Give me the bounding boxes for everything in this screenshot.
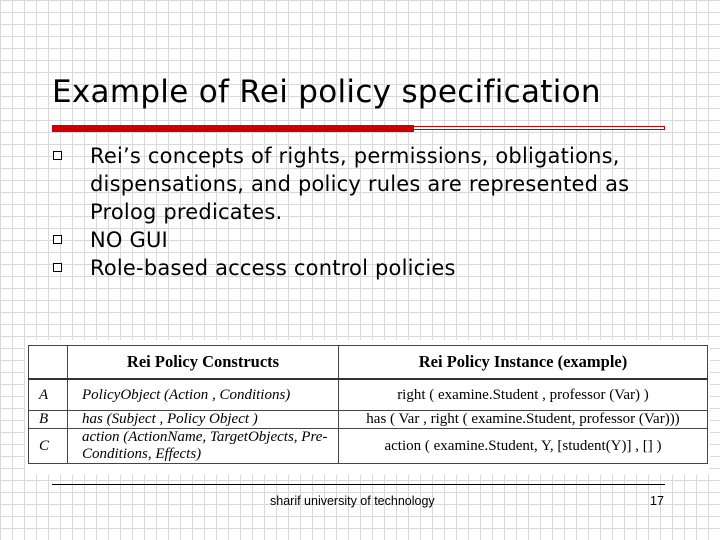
row-construct: has (Subject , Policy Object ) (68, 411, 339, 429)
table-row (29, 429, 708, 464)
title-rule-thick (52, 125, 414, 132)
table-header-constructs: Rei Policy Constructs (68, 346, 339, 380)
bullet-item (50, 226, 670, 254)
page-number: 17 (650, 494, 664, 508)
bullet-item (50, 142, 670, 226)
bullet-text: Rei’s concepts of rights, permissions, obligations, dispensations, and policy rules are represented as Prolog predicates. (90, 144, 630, 224)
table-header-key (29, 346, 68, 380)
row-key: B (29, 411, 68, 429)
footer-rule (52, 484, 665, 485)
square-bullet-icon (53, 151, 62, 160)
row-instance: action ( examine.Student, Y, [student(Y)] , [] ) (339, 429, 708, 464)
row-key: A (29, 379, 68, 411)
slide-title: Example of Rei policy specification (52, 74, 601, 110)
square-bullet-icon (53, 235, 62, 244)
footer-text: sharif university of technology (270, 494, 435, 508)
row-construct: action (ActionName, TargetObjects, Pre-Conditions, Effects) (68, 429, 339, 464)
table-row (29, 379, 708, 411)
row-construct: PolicyObject (Action , Conditions) (68, 379, 339, 411)
table-row (29, 411, 708, 429)
bullet-item (50, 254, 670, 282)
row-instance: right ( examine.Student , professor (Var) ) (339, 379, 708, 411)
policy-table (28, 345, 708, 464)
table-header-row (29, 346, 708, 380)
table-header-instance: Rei Policy Instance (example) (339, 346, 708, 380)
row-instance: has ( Var , right ( examine.Student, professor (Var))) (339, 411, 708, 429)
row-key: C (29, 429, 68, 464)
square-bullet-icon (53, 263, 62, 272)
bullet-text: Role-based access control policies (90, 256, 456, 280)
policy-table-image (25, 340, 710, 475)
bullet-list (50, 142, 670, 282)
bullet-text: NO GUI (90, 228, 168, 252)
